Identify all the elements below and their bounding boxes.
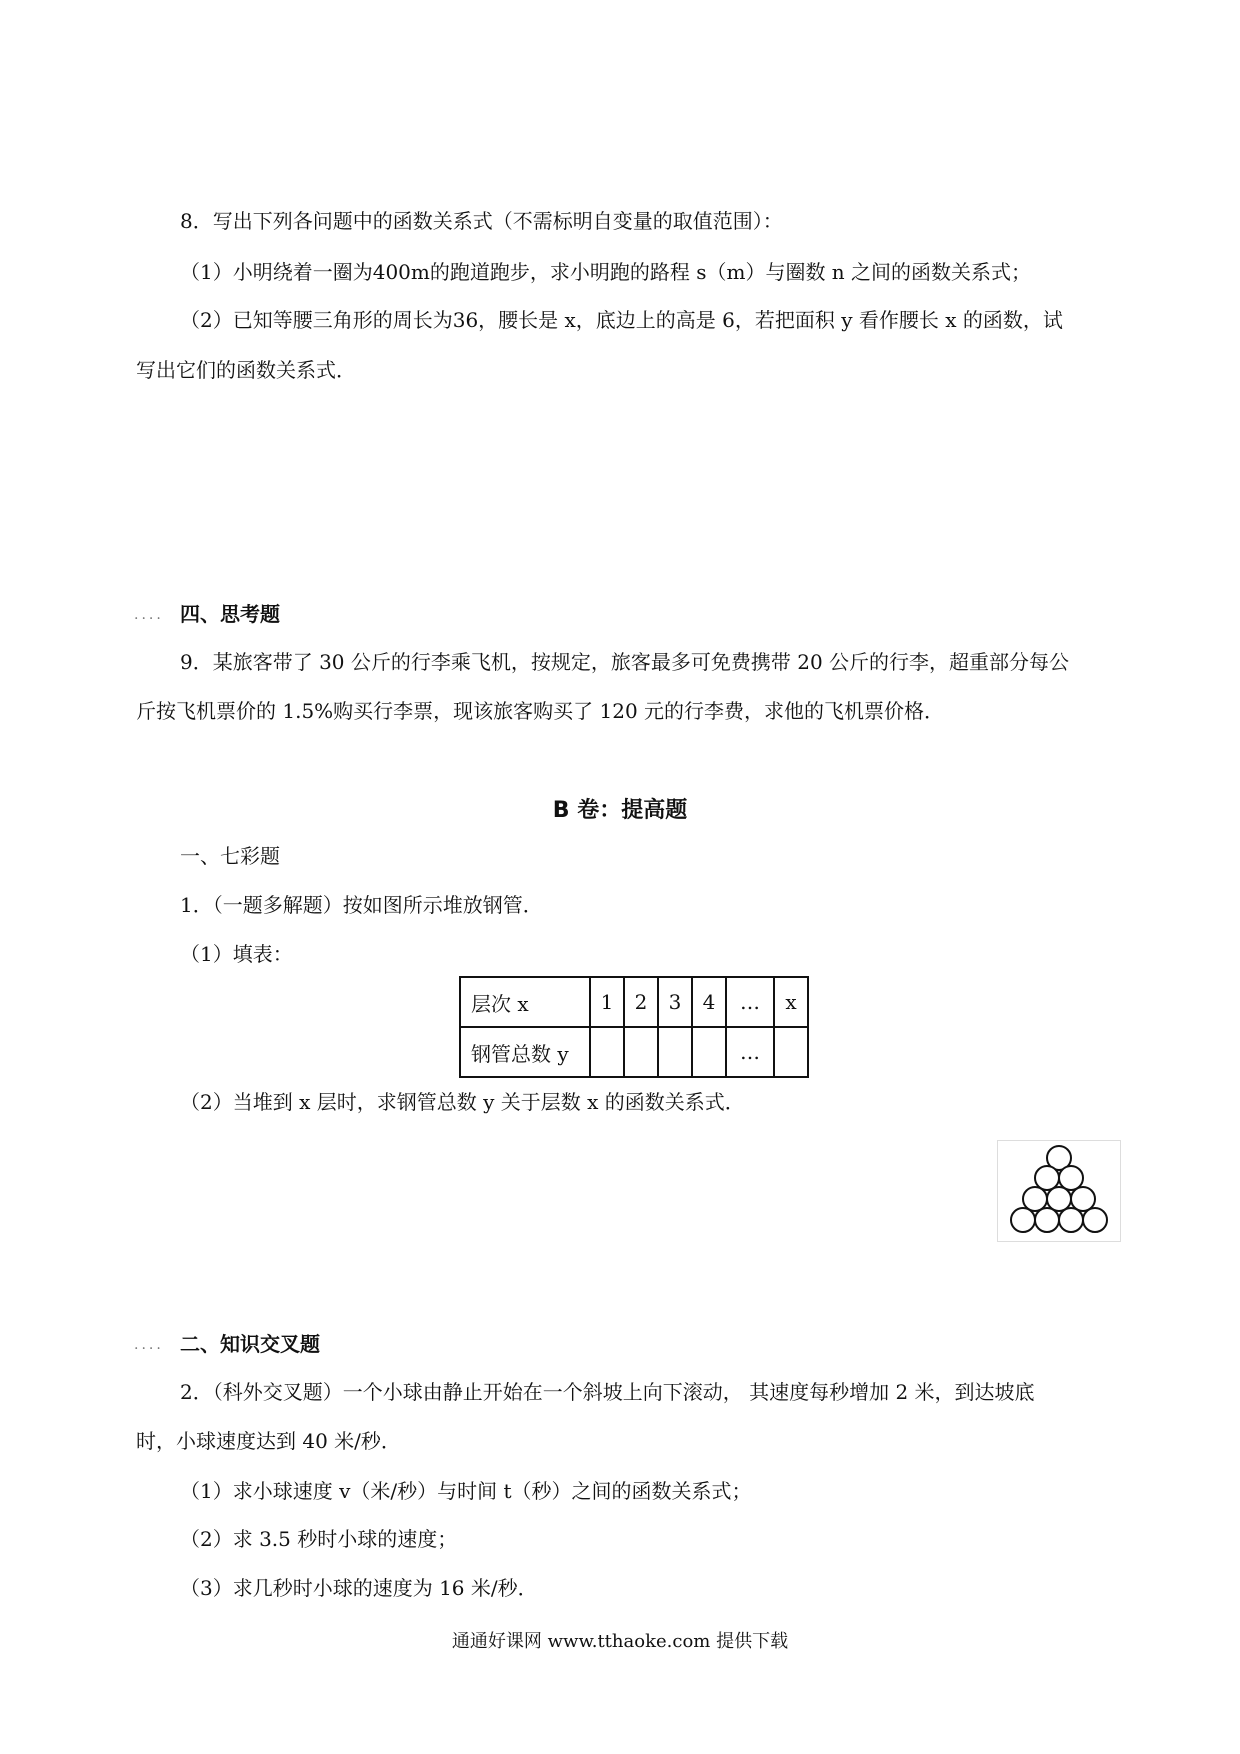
table-cell [692, 1027, 726, 1077]
table-cell: 3 [658, 977, 692, 1027]
section4-heading: 四、思考题 [180, 602, 280, 626]
q2-part2: （2）求 3.5 秒时小球的速度； [180, 1527, 458, 1551]
pipe-circle [1083, 1208, 1107, 1232]
table-cell: x [774, 977, 808, 1027]
pipe-circle [1047, 1187, 1071, 1211]
table-cell: … [726, 1027, 774, 1077]
q2-line1: 2．（科外交叉题）一个小球由静止开始在一个斜坡上向下滚动， 其速度每秒增加 2 米，到达坡底 [180, 1380, 1035, 1404]
partB-title: B 卷：提高题 [552, 798, 688, 823]
q8-part2-line1: （2）已知等腰三角形的周长为36，腰长是 x，底边上的高是 6，若把面积 y 看作腰长 x 的函数，试 [180, 308, 1063, 332]
pipe-circle [1071, 1187, 1095, 1211]
table-cell [590, 1027, 624, 1077]
table-row-layer [460, 977, 808, 1027]
section2-heading: 二、知识交叉题 [180, 1332, 320, 1356]
q8-part1: （1）小明绕着一圈为400m的跑道跑步，求小明跑的路程 s（m）与圈数 n 之间的函数关系式； [180, 260, 1032, 284]
pipe-circle [1059, 1208, 1083, 1232]
q9-line1: 9．某旅客带了 30 公斤的行李乘飞机，按规定，旅客最多可免费携带 20 公斤的行李，超重部分每公 [180, 650, 1070, 674]
pipe-circle [1035, 1208, 1059, 1232]
steel-pipe-stack-figure [997, 1140, 1121, 1242]
pipe-circle [1035, 1166, 1059, 1190]
table-cell [658, 1027, 692, 1077]
section4-dots: .... [134, 607, 164, 623]
pipe-circle [1011, 1208, 1035, 1232]
table-cell: 2 [624, 977, 658, 1027]
q1-part2: （2）当堆到 x 层时，求钢管总数 y 关于层数 x 的函数关系式． [180, 1090, 745, 1114]
table-cell: 4 [692, 977, 726, 1027]
q1-stem: 1．（一题多解题）按如图所示堆放钢管． [180, 893, 543, 917]
q2-part1: （1）求小球速度 v（米/秒）与时间 t（秒）之间的函数关系式； [180, 1479, 752, 1503]
footer-source: 通通好课网 www.tthaoke.com 提供下载 [451, 1631, 789, 1652]
table-header-total: 钢管总数 y [460, 1027, 590, 1077]
q1-part1: （1）填表： [180, 942, 293, 966]
pipe-circle [1023, 1187, 1047, 1211]
q2-line2: 时，小球速度达到 40 米/秒． [136, 1429, 401, 1453]
table-row-total [460, 1027, 808, 1077]
q8-stem: 8．写出下列各问题中的函数关系式（不需标明自变量的取值范围）： [180, 209, 783, 233]
table-cell: 1 [590, 977, 624, 1027]
partB-section1-heading: 一、七彩题 [180, 844, 280, 868]
q2-part3: （3）求几秒时小球的速度为 16 米/秒． [180, 1576, 538, 1600]
table-cell: … [726, 977, 774, 1027]
table-cell [624, 1027, 658, 1077]
section2-dots: .... [134, 1337, 164, 1353]
q8-part2-line2: 写出它们的函数关系式． [136, 358, 356, 382]
q9-line2: 斤按飞机票价的 1.5%购买行李票，现该旅客购买了 120 元的行李费，求他的飞机票价格． [136, 699, 945, 723]
pipe-circle [1059, 1166, 1083, 1190]
table-header-layer: 层次 x [460, 977, 590, 1027]
pipe-stack-illustration [997, 1140, 1121, 1242]
table-cell [774, 1027, 808, 1077]
fill-in-table [459, 976, 809, 1078]
